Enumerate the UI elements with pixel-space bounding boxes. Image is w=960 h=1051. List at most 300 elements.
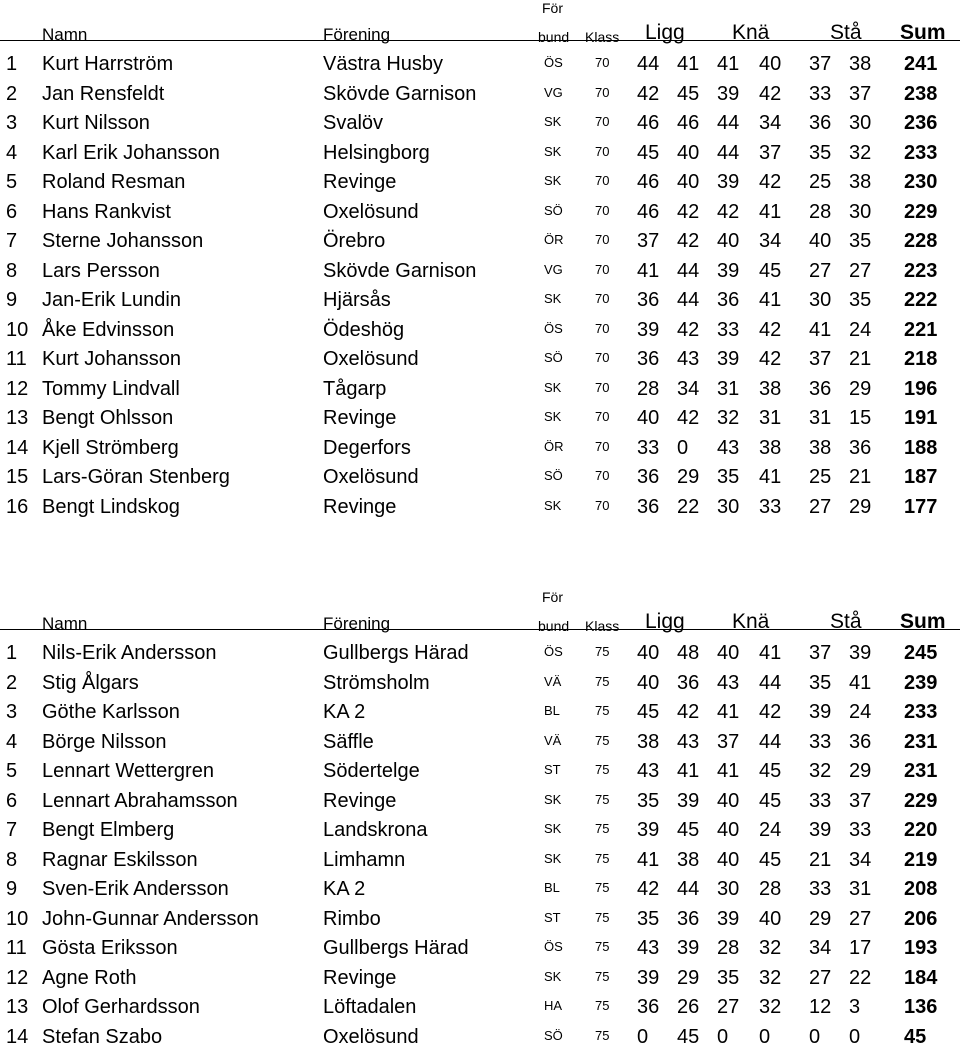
- score-cell: 37: [809, 53, 837, 76]
- score-cell: 46: [637, 201, 665, 224]
- rank-cell: 15: [6, 466, 34, 489]
- score-cell: 29: [849, 496, 877, 519]
- sum-cell: 236: [904, 112, 937, 135]
- score-cell: 3: [849, 996, 877, 1019]
- club-cell: Ödeshög: [323, 319, 404, 342]
- score-cell: 41: [759, 642, 787, 665]
- score-cell: 31: [759, 407, 787, 430]
- score-cell: 35: [809, 672, 837, 695]
- sum-cell: 233: [904, 142, 937, 165]
- klass-cell: 75: [595, 703, 609, 718]
- name-cell: Sven-Erik Andersson: [42, 878, 229, 901]
- score-cell: 41: [677, 53, 705, 76]
- rank-cell: 8: [6, 260, 34, 283]
- score-cell: 42: [759, 319, 787, 342]
- score-cell: 40: [677, 171, 705, 194]
- rank-cell: 4: [6, 142, 34, 165]
- score-cell: 29: [677, 967, 705, 990]
- name-cell: Roland Resman: [42, 171, 185, 194]
- club-cell: Löftadalen: [323, 996, 416, 1019]
- forbund-cell: SK: [544, 409, 561, 424]
- score-cell: 32: [759, 967, 787, 990]
- club-cell: Gullbergs Härad: [323, 937, 469, 960]
- score-cell: 41: [849, 672, 877, 695]
- score-cell: 45: [759, 760, 787, 783]
- rank-cell: 2: [6, 83, 34, 106]
- score-cell: 41: [717, 701, 745, 724]
- rank-cell: 8: [6, 849, 34, 872]
- score-cell: 39: [717, 171, 745, 194]
- club-cell: KA 2: [323, 701, 365, 724]
- score-cell: 30: [809, 289, 837, 312]
- score-cell: 34: [677, 378, 705, 401]
- score-cell: 37: [759, 142, 787, 165]
- score-cell: 44: [637, 53, 665, 76]
- score-cell: 33: [637, 437, 665, 460]
- rank-cell: 6: [6, 790, 34, 813]
- forbund-cell: ÖR: [544, 439, 564, 454]
- forbund-cell: SK: [544, 498, 561, 513]
- name-cell: Lars Persson: [42, 260, 160, 283]
- forbund-cell: VÄ: [544, 733, 561, 748]
- sum-cell: 245: [904, 642, 937, 665]
- score-cell: 40: [637, 672, 665, 695]
- table-row: [0, 108, 960, 138]
- score-cell: 45: [759, 260, 787, 283]
- header-forbund-bottom: bund: [538, 29, 569, 45]
- klass-cell: 75: [595, 939, 609, 954]
- rank-cell: 9: [6, 289, 34, 312]
- klass-cell: 75: [595, 762, 609, 777]
- table-row: [0, 49, 960, 79]
- score-cell: 12: [809, 996, 837, 1019]
- name-cell: Kurt Johansson: [42, 348, 181, 371]
- score-cell: 36: [637, 466, 665, 489]
- score-cell: 39: [717, 348, 745, 371]
- club-cell: Rimbo: [323, 908, 381, 931]
- sum-cell: 231: [904, 760, 937, 783]
- sum-cell: 221: [904, 319, 937, 342]
- name-cell: Tommy Lindvall: [42, 378, 180, 401]
- header-kna: Knä: [732, 21, 769, 45]
- klass-cell: 75: [595, 733, 609, 748]
- klass-cell: 75: [595, 792, 609, 807]
- forbund-cell: SÖ: [544, 350, 563, 365]
- club-cell: Södertelge: [323, 760, 420, 783]
- forbund-cell: SK: [544, 291, 561, 306]
- header-namn: Namn: [42, 614, 87, 634]
- score-cell: 33: [809, 83, 837, 106]
- score-cell: 41: [759, 466, 787, 489]
- forbund-cell: VG: [544, 262, 563, 277]
- table-row: [0, 756, 960, 786]
- score-cell: 41: [677, 760, 705, 783]
- klass-cell: 75: [595, 880, 609, 895]
- table-row: [0, 403, 960, 433]
- score-cell: 0: [637, 1026, 665, 1049]
- klass-cell: 70: [595, 291, 609, 306]
- score-cell: 28: [637, 378, 665, 401]
- score-cell: 36: [677, 672, 705, 695]
- score-cell: 33: [809, 878, 837, 901]
- score-cell: 39: [637, 819, 665, 842]
- sum-cell: 184: [904, 967, 937, 990]
- score-cell: 0: [809, 1026, 837, 1049]
- table-row: [0, 226, 960, 256]
- forbund-cell: HA: [544, 998, 562, 1013]
- table-row: [0, 845, 960, 875]
- klass-cell: 70: [595, 55, 609, 70]
- score-cell: 36: [637, 996, 665, 1019]
- score-cell: 32: [849, 142, 877, 165]
- name-cell: Karl Erik Johansson: [42, 142, 220, 165]
- score-cell: 24: [849, 701, 877, 724]
- score-cell: 29: [849, 378, 877, 401]
- forbund-cell: SK: [544, 114, 561, 129]
- sum-cell: 223: [904, 260, 937, 283]
- sum-cell: 45: [904, 1026, 926, 1049]
- header-namn: Namn: [42, 25, 87, 45]
- forbund-cell: ST: [544, 762, 561, 777]
- rank-cell: 9: [6, 878, 34, 901]
- score-cell: 44: [717, 112, 745, 135]
- score-cell: 40: [637, 407, 665, 430]
- score-cell: 32: [759, 937, 787, 960]
- club-cell: Örebro: [323, 230, 385, 253]
- table-row: [0, 374, 960, 404]
- score-cell: 42: [677, 201, 705, 224]
- klass-cell: 70: [595, 114, 609, 129]
- sum-cell: 208: [904, 878, 937, 901]
- forbund-cell: VÄ: [544, 674, 561, 689]
- name-cell: Nils-Erik Andersson: [42, 642, 217, 665]
- club-cell: Skövde Garnison: [323, 260, 476, 283]
- score-cell: 46: [637, 112, 665, 135]
- sum-cell: 230: [904, 171, 937, 194]
- score-cell: 35: [717, 967, 745, 990]
- name-cell: Stig Ålgars: [42, 672, 139, 695]
- score-cell: 39: [717, 908, 745, 931]
- score-cell: 29: [809, 908, 837, 931]
- score-cell: 45: [759, 790, 787, 813]
- score-cell: 34: [809, 937, 837, 960]
- forbund-cell: SÖ: [544, 468, 563, 483]
- header-kna: Knä: [732, 610, 769, 634]
- sum-cell: 218: [904, 348, 937, 371]
- name-cell: Lars-Göran Stenberg: [42, 466, 230, 489]
- score-cell: 26: [677, 996, 705, 1019]
- rank-cell: 1: [6, 53, 34, 76]
- club-cell: Hjärsås: [323, 289, 391, 312]
- club-cell: Tågarp: [323, 378, 386, 401]
- score-cell: 35: [637, 790, 665, 813]
- score-cell: 42: [677, 230, 705, 253]
- score-cell: 39: [809, 819, 837, 842]
- rank-cell: 5: [6, 760, 34, 783]
- score-cell: 34: [849, 849, 877, 872]
- score-cell: 31: [717, 378, 745, 401]
- klass-cell: 75: [595, 821, 609, 836]
- table-row: [0, 904, 960, 934]
- score-cell: 29: [849, 760, 877, 783]
- forbund-cell: BL: [544, 880, 560, 895]
- score-cell: 24: [759, 819, 787, 842]
- score-cell: 21: [849, 466, 877, 489]
- score-cell: 29: [677, 466, 705, 489]
- table-body: [0, 41, 960, 521]
- club-cell: KA 2: [323, 878, 365, 901]
- name-cell: John-Gunnar Andersson: [42, 908, 259, 931]
- rank-cell: 14: [6, 437, 34, 460]
- name-cell: Lennart Abrahamsson: [42, 790, 238, 813]
- score-cell: 39: [717, 260, 745, 283]
- score-cell: 40: [809, 230, 837, 253]
- name-cell: Sterne Johansson: [42, 230, 203, 253]
- klass-cell: 70: [595, 409, 609, 424]
- rank-cell: 12: [6, 967, 34, 990]
- sum-cell: 229: [904, 790, 937, 813]
- score-cell: 45: [637, 142, 665, 165]
- table-row: [0, 963, 960, 993]
- score-cell: 17: [849, 937, 877, 960]
- club-cell: Limhamn: [323, 849, 405, 872]
- rank-cell: 3: [6, 701, 34, 724]
- score-cell: 36: [849, 437, 877, 460]
- rank-cell: 10: [6, 908, 34, 931]
- score-cell: 24: [849, 319, 877, 342]
- header-forbund-top: För: [542, 0, 563, 16]
- name-cell: Bengt Lindskog: [42, 496, 180, 519]
- score-cell: 36: [809, 378, 837, 401]
- klass-cell: 75: [595, 644, 609, 659]
- score-cell: 27: [809, 967, 837, 990]
- forbund-cell: SK: [544, 144, 561, 159]
- klass-cell: 70: [595, 439, 609, 454]
- rank-cell: 3: [6, 112, 34, 135]
- klass-cell: 70: [595, 468, 609, 483]
- score-cell: 40: [717, 819, 745, 842]
- rank-cell: 11: [6, 937, 34, 960]
- score-cell: 31: [809, 407, 837, 430]
- score-cell: 42: [759, 171, 787, 194]
- table-row: [0, 138, 960, 168]
- table-header: [0, 589, 960, 630]
- score-cell: 39: [637, 319, 665, 342]
- score-cell: 38: [759, 378, 787, 401]
- score-cell: 44: [759, 672, 787, 695]
- klass-cell: 70: [595, 321, 609, 336]
- forbund-cell: ÖS: [544, 644, 563, 659]
- forbund-cell: SÖ: [544, 203, 563, 218]
- forbund-cell: VG: [544, 85, 563, 100]
- score-cell: 48: [677, 642, 705, 665]
- club-cell: Svalöv: [323, 112, 383, 135]
- score-cell: 39: [849, 642, 877, 665]
- forbund-cell: SÖ: [544, 1028, 563, 1043]
- name-cell: Bengt Elmberg: [42, 819, 174, 842]
- club-cell: Landskrona: [323, 819, 428, 842]
- club-cell: Helsingborg: [323, 142, 430, 165]
- sum-cell: 187: [904, 466, 937, 489]
- score-cell: 25: [809, 466, 837, 489]
- score-cell: 33: [759, 496, 787, 519]
- score-cell: 36: [637, 348, 665, 371]
- score-cell: 37: [717, 731, 745, 754]
- forbund-cell: ÖR: [544, 232, 564, 247]
- score-cell: 22: [677, 496, 705, 519]
- score-cell: 35: [809, 142, 837, 165]
- score-cell: 46: [677, 112, 705, 135]
- klass-cell: 70: [595, 498, 609, 513]
- header-sum: Sum: [900, 610, 946, 634]
- score-cell: 40: [717, 230, 745, 253]
- score-cell: 37: [637, 230, 665, 253]
- score-cell: 37: [809, 348, 837, 371]
- score-cell: 35: [849, 230, 877, 253]
- score-cell: 21: [849, 348, 877, 371]
- rank-cell: 4: [6, 731, 34, 754]
- score-cell: 40: [717, 790, 745, 813]
- score-cell: 39: [677, 937, 705, 960]
- score-cell: 37: [849, 790, 877, 813]
- score-cell: 36: [637, 496, 665, 519]
- klass-cell: 70: [595, 85, 609, 100]
- sum-cell: 196: [904, 378, 937, 401]
- table-row: [0, 285, 960, 315]
- score-cell: 45: [677, 83, 705, 106]
- forbund-cell: ST: [544, 910, 561, 925]
- name-cell: Olof Gerhardsson: [42, 996, 200, 1019]
- forbund-cell: ÖS: [544, 55, 563, 70]
- klass-cell: 70: [595, 232, 609, 247]
- score-cell: 33: [809, 731, 837, 754]
- rank-cell: 14: [6, 1026, 34, 1049]
- score-cell: 42: [717, 201, 745, 224]
- table-row: [0, 344, 960, 374]
- score-cell: 38: [677, 849, 705, 872]
- name-cell: Kjell Strömberg: [42, 437, 179, 460]
- score-cell: 28: [759, 878, 787, 901]
- score-cell: 44: [677, 260, 705, 283]
- score-cell: 40: [717, 849, 745, 872]
- sum-cell: 136: [904, 996, 937, 1019]
- sum-cell: 238: [904, 83, 937, 106]
- header-forening: Förening: [323, 614, 390, 634]
- table-row: [0, 79, 960, 109]
- score-cell: 43: [677, 348, 705, 371]
- score-cell: 31: [849, 878, 877, 901]
- sum-cell: 241: [904, 53, 937, 76]
- klass-cell: 70: [595, 203, 609, 218]
- club-cell: Oxelösund: [323, 201, 419, 224]
- klass-cell: 70: [595, 380, 609, 395]
- table-row: [0, 433, 960, 463]
- club-cell: Revinge: [323, 790, 396, 813]
- header-sta: Stå: [830, 610, 862, 634]
- club-cell: Degerfors: [323, 437, 411, 460]
- score-cell: 32: [759, 996, 787, 1019]
- score-cell: 41: [759, 201, 787, 224]
- score-cell: 27: [809, 260, 837, 283]
- rank-cell: 2: [6, 672, 34, 695]
- score-cell: 0: [849, 1026, 877, 1049]
- club-cell: Revinge: [323, 407, 396, 430]
- name-cell: Bengt Ohlsson: [42, 407, 173, 430]
- score-cell: 39: [717, 83, 745, 106]
- table-row: [0, 815, 960, 845]
- name-cell: Gösta Eriksson: [42, 937, 178, 960]
- score-cell: 41: [717, 760, 745, 783]
- sum-cell: 222: [904, 289, 937, 312]
- sum-cell: 219: [904, 849, 937, 872]
- score-cell: 37: [849, 83, 877, 106]
- score-cell: 30: [717, 496, 745, 519]
- name-cell: Agne Roth: [42, 967, 137, 990]
- rank-cell: 16: [6, 496, 34, 519]
- score-cell: 38: [809, 437, 837, 460]
- score-cell: 27: [717, 996, 745, 1019]
- rank-cell: 7: [6, 819, 34, 842]
- forbund-cell: SK: [544, 969, 561, 984]
- table-row: [0, 492, 960, 522]
- score-cell: 43: [677, 731, 705, 754]
- score-cell: 45: [759, 849, 787, 872]
- score-cell: 44: [717, 142, 745, 165]
- sum-cell: 229: [904, 201, 937, 224]
- sum-cell: 188: [904, 437, 937, 460]
- club-cell: Oxelösund: [323, 466, 419, 489]
- score-cell: 41: [637, 849, 665, 872]
- klass-cell: 70: [595, 144, 609, 159]
- score-cell: 21: [809, 849, 837, 872]
- score-cell: 42: [677, 319, 705, 342]
- club-cell: Västra Husby: [323, 53, 443, 76]
- klass-cell: 75: [595, 998, 609, 1013]
- score-cell: 0: [759, 1026, 787, 1049]
- score-cell: 38: [849, 53, 877, 76]
- score-cell: 34: [759, 112, 787, 135]
- score-cell: 42: [759, 83, 787, 106]
- score-cell: 42: [759, 701, 787, 724]
- header-klass: Klass: [585, 618, 619, 634]
- forbund-cell: SK: [544, 173, 561, 188]
- club-cell: Oxelösund: [323, 348, 419, 371]
- klass-cell: 75: [595, 1028, 609, 1043]
- score-cell: 35: [717, 466, 745, 489]
- score-cell: 36: [637, 289, 665, 312]
- header-forbund-top: För: [542, 589, 563, 605]
- header-ligg: Ligg: [645, 610, 685, 634]
- score-cell: 41: [809, 319, 837, 342]
- club-cell: Revinge: [323, 171, 396, 194]
- score-cell: 42: [637, 83, 665, 106]
- score-cell: 36: [849, 731, 877, 754]
- score-cell: 36: [677, 908, 705, 931]
- rank-cell: 13: [6, 407, 34, 430]
- score-cell: 33: [809, 790, 837, 813]
- score-cell: 33: [717, 319, 745, 342]
- klass-cell: 75: [595, 969, 609, 984]
- name-cell: Kurt Nilsson: [42, 112, 150, 135]
- score-cell: 40: [717, 642, 745, 665]
- score-cell: 32: [717, 407, 745, 430]
- score-cell: 38: [849, 171, 877, 194]
- sum-cell: 231: [904, 731, 937, 754]
- name-cell: Göthe Karlsson: [42, 701, 180, 724]
- sum-cell: 177: [904, 496, 937, 519]
- score-cell: 28: [717, 937, 745, 960]
- forbund-cell: SK: [544, 821, 561, 836]
